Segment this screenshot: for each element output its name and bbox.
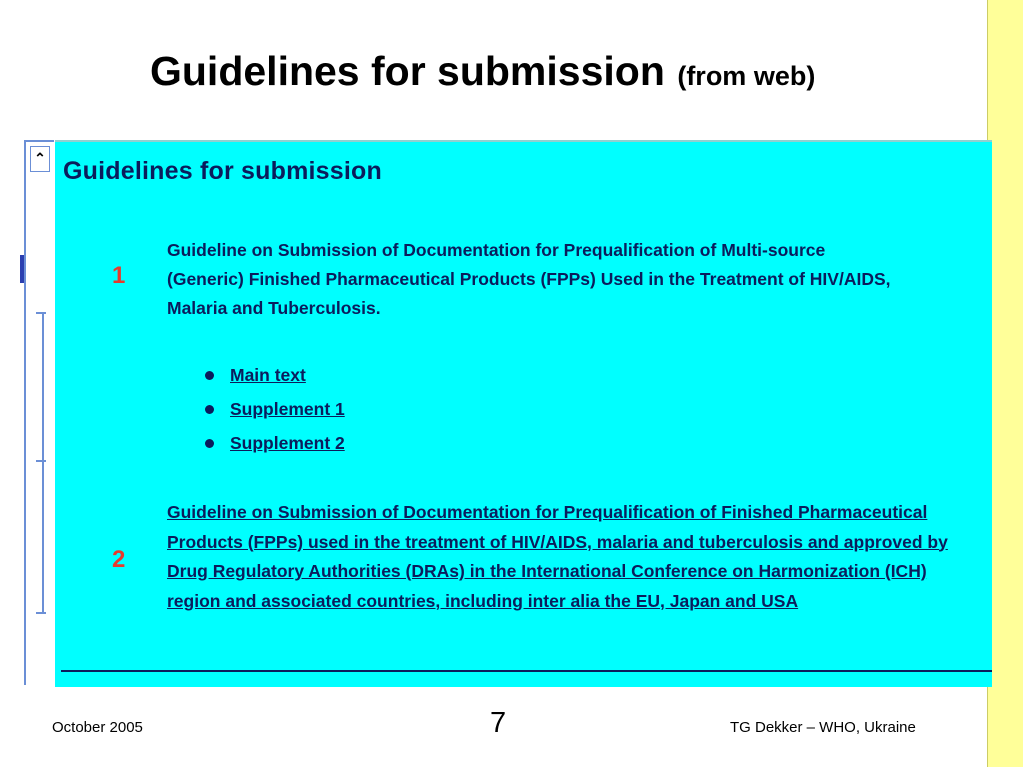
- footer-author: TG Dekker – WHO, Ukraine: [730, 719, 916, 736]
- side-decoration-bar: [987, 0, 1023, 767]
- page-number: 7: [490, 707, 507, 739]
- web-page-heading: Guidelines for submission: [63, 157, 382, 185]
- web-page-screenshot: [55, 140, 992, 687]
- horizontal-rule: [61, 670, 992, 672]
- scroll-thumb-grip[interactable]: [36, 460, 46, 462]
- item-number-2: 2: [112, 546, 126, 573]
- list-item: [205, 392, 345, 426]
- frame-marker: [20, 255, 24, 283]
- scroll-track[interactable]: [42, 312, 48, 612]
- scroll-track-bottom-tick: [36, 612, 46, 614]
- browser-frame-top: [24, 140, 54, 142]
- guideline-2-link[interactable]: Guideline on Submission of Documentation for Prequalification of Finished Pharmaceutical Products (FPPs) used in the treatment of HIV/AIDS, malaria and tuberculosis and approved by Drug Regulatory Authorities (DRAs) in the International Conference on Harmonization (ICH) region and associated countries, including inter alia the EU, Japan and USA: [167, 502, 948, 611]
- slide-title-sub: (from web): [677, 61, 816, 91]
- supplement-2-link[interactable]: Supplement 2: [230, 433, 345, 453]
- guideline-1-links: [205, 358, 345, 460]
- browser-frame-edge: [24, 140, 26, 685]
- bullet-icon: [205, 439, 214, 448]
- list-item: [205, 358, 345, 392]
- bullet-icon: [205, 371, 214, 380]
- scroll-track-top-tick: [36, 312, 46, 314]
- browser-scroll-strip: [24, 140, 54, 685]
- main-text-link[interactable]: Main text: [230, 365, 306, 385]
- slide-title: [150, 48, 815, 95]
- supplement-1-link[interactable]: Supplement 1: [230, 399, 345, 419]
- bullet-icon: [205, 405, 214, 414]
- guideline-1-title: Guideline on Submission of Documentation for Prequalification of Multi-source (Generic) Finished Pharmaceutical Products (FPPs) Used in the Treatment of HIV/AIDS, Malaria and Tuberculosis.: [167, 240, 891, 318]
- list-item: [205, 426, 345, 460]
- slide-title-main: Guidelines for submission: [150, 48, 665, 94]
- scroll-up-button[interactable]: ⌃: [30, 146, 50, 172]
- item-number-1: 1: [112, 262, 126, 289]
- footer-date: October 2005: [52, 719, 143, 736]
